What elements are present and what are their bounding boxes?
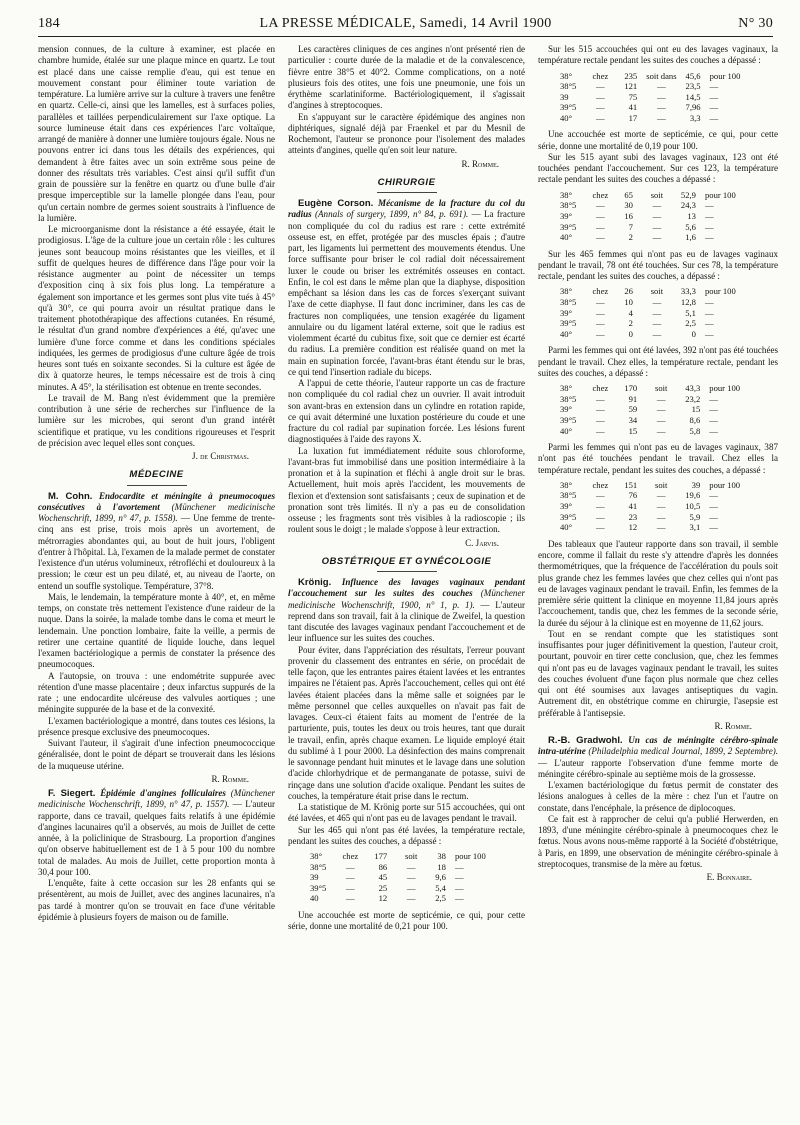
table-row: [306, 862, 491, 873]
table-cell: 0: [691, 328, 696, 339]
table-cell: soit: [650, 286, 664, 297]
table-row: [556, 318, 741, 329]
table-cell: —: [709, 102, 719, 113]
table-cell: soit: [655, 383, 668, 394]
paragraph: — L'auteur rapporte l'observation d'une femme morte de méningite cérébro-spinale au septième mois de la grossesse.: [538, 757, 778, 779]
paragraph: — L'auteur rapporte, dans ce travail, quelques faits relatifs à une épidémie d'angines lacunaires qu'il a observés, au mois de Juillet de cette année, à la policlinique de Strasbourg. La proportion d'angines qu'on observe habituellement est de 1 à 5 pour 100 du nombre total de malades. Au mois de Juillet, cette proportion monta à 30,4 pour 100.: [38, 799, 275, 877]
table-cell: 39: [560, 91, 569, 102]
table-cell: 38°: [560, 70, 573, 81]
table-cell: 39°5: [560, 318, 577, 329]
table-cell: pour 100: [704, 286, 736, 297]
table-cell: 40°: [560, 328, 573, 339]
table-cell: 24,3: [680, 200, 696, 211]
article-author: R.-B. Gradwohl.: [548, 735, 623, 747]
table-cell: soit: [405, 851, 418, 861]
table-row: [556, 383, 745, 394]
table-cell: —: [596, 112, 605, 123]
table-cell: 0: [628, 328, 633, 339]
table-row: [556, 404, 745, 415]
table-cell: 19,6: [685, 490, 701, 501]
article-title: Épidémie d'angines folliculaires: [100, 788, 226, 798]
paragraph: — L'auteur reprend dans son travail, fait à la clinique de Zweifel, la question tant discutée des lavages vaginaux pendant l'accouchement et de leur influence sur les suites des couches.: [288, 599, 525, 644]
article-reference: (Münchener medicinische Wochenschrift, 1899, n° 47, p. 1557).: [38, 788, 275, 810]
table-cell: chez: [592, 479, 609, 490]
table-row: [556, 222, 741, 233]
table-cell: 2: [628, 318, 633, 329]
paragraph: A l'appui de cette théorie, l'auteur rapporte un cas de fracture non compliquée du col radial chez un ouvrier. Il avait introduit son avant-bras en extension dans un cylindre en rotation rapide, ce qui avait déterminé une luxation postérieure du coude et une fracture du col radial par supination forcée. Les lésions furent diagnostiquées à l'aide des rayons X.: [288, 378, 525, 445]
table-cell: —: [657, 81, 666, 92]
table-cell: —: [657, 102, 666, 113]
table-cell: —: [709, 393, 718, 404]
table-cell: 38°5: [560, 393, 577, 404]
table-cell: —: [454, 882, 464, 893]
table-cell: 18: [437, 861, 446, 872]
table-cell: —: [596, 318, 605, 329]
section-heading-obstetrique: OBSTÉTRIQUE ET GYNÉCOLOGIE: [288, 556, 525, 572]
table-cell: —: [596, 307, 605, 318]
table-row: [556, 297, 741, 308]
table-row: [556, 308, 741, 319]
table-cell: —: [652, 328, 662, 339]
table-cell: soit dans: [646, 70, 677, 81]
column-3: [538, 44, 778, 1116]
table-cell: —: [596, 328, 605, 339]
article-title: Un cas de méningite cérébro-spinale intra-utérine: [538, 735, 778, 757]
article-title: Mécanisme de la fracture du col du radius: [288, 198, 525, 220]
table-cell: —: [704, 307, 714, 318]
table-cell: 30: [624, 200, 633, 211]
table-cell: 177: [374, 851, 388, 861]
table-cell: 23,5: [685, 81, 701, 92]
article-siegert: [38, 788, 275, 878]
table-cell: —: [596, 91, 605, 102]
table-row: [556, 522, 745, 533]
signature: R. Romme.: [211, 773, 249, 784]
paragraph: Parmi les femmes qui n'ont pas eu de lavages vaginaux, 387 n'ont pas été touchées pendant le travail. Chez elles la température rectale, pendant les suites des couches, a dépassé :: [538, 442, 778, 475]
table-cell: —: [346, 882, 355, 893]
table-cell: 39°5: [560, 221, 577, 232]
table-row: [306, 872, 491, 883]
table-cell: 52,9: [680, 189, 696, 200]
temperature-table: [306, 851, 491, 904]
paragraph: L'examen bactériologique a montré, dans toutes ces lésions, la présence presque exclusive des pneumocoques.: [38, 715, 275, 737]
table-cell: —: [596, 393, 605, 404]
table-cell: chez: [342, 851, 359, 861]
table-cell: 12,8: [680, 297, 696, 308]
table-cell: 76: [628, 490, 638, 501]
table-row: [306, 851, 491, 862]
section-heading-medecine: MÉDECINE: [38, 469, 275, 485]
table-cell: —: [406, 872, 416, 883]
table-cell: —: [656, 511, 666, 522]
table-cell: —: [709, 511, 718, 522]
table-cell: —: [704, 200, 714, 211]
table-cell: —: [346, 861, 355, 872]
table-cell: —: [346, 893, 355, 904]
table-row: [556, 113, 745, 124]
table-cell: —: [709, 501, 718, 512]
table-cell: —: [596, 522, 605, 533]
table-row: [556, 81, 745, 92]
paragraph: En s'appuyant sur le caractère épidémique des angines non diphtériques, signalé déjà par Fraenkel et par du Mesnil de Rochemont, l'auteur se prononce pour l'isolement des malades atteints d'angines, quelle qu'en soit leur nature.: [288, 111, 525, 156]
article-reference: (Münchener medicinische Wochenschrift, 1899, n° 47, p. 1558).: [38, 501, 275, 523]
table-cell: 17: [628, 112, 638, 123]
table-row: [556, 71, 745, 82]
table-cell: —: [656, 393, 666, 404]
table-cell: —: [596, 221, 605, 232]
issue-number: N° 30: [738, 16, 773, 31]
table-cell: pour 100: [709, 70, 741, 81]
paragraph: Parmi les femmes qui ont été lavées, 392 n'ont pas été touchées pendant le travail. Chez elles, la température rectale, pendant les suites des couches, a dépassé :: [538, 345, 778, 378]
table-cell: —: [657, 112, 666, 123]
table-cell: —: [596, 404, 605, 415]
paragraph: Pour éviter, dans l'appréciation des résultats, l'erreur pouvant provenir du classement des entrantes en série, on procédait de telle façon, que les entrantes paires étaient lavées et les entrantes impaires ne l'étaient pas. Après l'accouchement, celles qui ont été lavées étaient placées dans la même salle et soignées par le même personnel que celles auxquelles on n'avait pas fait de lavages. Ceux-ci étaient faits au moment de l'entrée de la parturiente, puis, toutes les deux ou trois heures, tant que durait le travail, enfin, après chaque examen. Le liquide employé était du sublimé à 1 pour 2000. La désinfection des mains comprenait le savonnage pendant huit minutes et le lavage dans une solution d'acide chlorhydrique et de permanganate de potasse, suivi de rinçage dans une solution d'acide oxalique. Pendant les suites de couches, la température était prise dans le rectum.: [288, 644, 525, 801]
paragraph: Mais, le lendemain, la température monte à 40°, et, en même temps, on constate très nettement l'existence d'une raideur de la nuque. Dans la soirée, la malade tombe dans le coma et meurt le lendemain. Une ponction lombaire, faite la veille, a permis de retirer une certaine quantité de liquide louche, dans lequel l'examen bactériologique a permis de constater la présence des pneumocoques.: [38, 591, 275, 670]
table-row: [306, 883, 491, 894]
table-cell: —: [704, 232, 714, 243]
article-gradwohl: [538, 735, 778, 780]
column-1: [38, 44, 275, 1116]
table-cell: 15: [691, 404, 701, 415]
signature: E. Bonnaire.: [706, 872, 752, 883]
paragraph: Une accouchée est morte de septicémie, ce qui, pour cette série, donne une mortalité de 0,21 pour 100.: [288, 909, 525, 932]
paragraph: — La fracture non compliquée du col du radius est rare : cette extrémité osseuse est, en effet, protégée par des muscles épais ; d'autre part, les ligaments lui permettent des mouvements étendus. Une force suffisante pour briser le col radial doit nécessairement luxer le coude ou briser les extrémités osseuses en contact. Enfin, le col est dans le même plan que la diaphyse, disposition empêchant sa lésion dans les cas de forces s'exerçant suivant l'axe de cette diaphyse. Il faut donc incriminer, dans les cas de fractures non compliquées, une tension exagérée du ligament annulaire ou du ligament latéral externe, soit que le radius est violemment écarté du cubitus fixe, soit que ce dernier est écarté du radius. La première condition est réalisée quand on met la main en supination forcée, l'avant-bras étant étendu sur le bras, ce qui tend l'insertion radiale du biceps.: [288, 209, 525, 377]
table-cell: 40°: [560, 522, 573, 533]
signature: C. Jarvis.: [465, 537, 499, 548]
temperature-table: [556, 190, 741, 243]
paragraph: — Une femme de trente-cinq ans est prise, trois mois après un avortement, de métrorragies abondantes qui, au bout de huit jours, l'obligent d'entrer à l'hôpital. Là, l'examen de la malade permet de constater l'existence d'un utérus volumineux, rétrofléchi et douloureux à la pression; le cœur est un peu dilaté, et, au niveau de l'aorte, on entend un souffle systolique. Température, 37°8.: [38, 513, 275, 591]
paragraph: Le travail de M. Bang n'est évidemment que la première contribution à une série de recherches sur l'influence de la lumière sur les microbes, qui seront d'un grand intérêt scientifique et pratique, vu les conditions rigoureuses et l'esprit de précision avec lequel elles sont conçues.: [38, 392, 275, 448]
table-cell: 13: [687, 210, 696, 221]
table-cell: 25: [378, 882, 388, 893]
table-cell: 38°5: [310, 861, 327, 872]
table-row: [556, 426, 745, 437]
table-cell: 170: [624, 383, 638, 394]
page-number: 184: [38, 16, 60, 31]
article-title: Endocardite et méningite à pneumocoques consécutives à l'avortement: [38, 490, 275, 512]
table-cell: —: [656, 522, 666, 533]
signature: R. Romme.: [461, 158, 499, 169]
table-cell: —: [454, 872, 464, 883]
table-row: [556, 480, 745, 491]
table-cell: 3,3: [689, 112, 701, 123]
table-cell: pour 100: [454, 851, 486, 861]
table-cell: 38°5: [560, 200, 577, 211]
temperature-table: [556, 286, 741, 339]
table-row: [556, 501, 745, 512]
table-cell: —: [656, 414, 666, 425]
table-cell: 15: [628, 425, 638, 436]
table-cell: —: [596, 210, 605, 221]
table-cell: 5,6: [685, 221, 696, 232]
table-row: [556, 394, 745, 405]
table-cell: 41: [628, 501, 638, 512]
table-cell: chez: [592, 189, 609, 200]
table-cell: 39: [310, 872, 319, 883]
paragraph: Des tableaux que l'auteur rapporte dans son travail, il semble encore, comme il fallait du reste s'y attendre d'après les données thermométriques, que la fréquence de l'accélération du pouls soit plus grande chez les femmes lavées que chez celles qui n'ont pas eu de lavages vaginaux pendant le travail. Enfin, les femmes de la première série quittent la clinique en moyenne 11,84 jours après l'accouchement, tandis que, chez les femmes de la seconde série, la durée du séjour à la clinique est en moyenne de 11,62 jours.: [538, 538, 778, 628]
table-cell: 39°: [560, 501, 573, 512]
table-row: [556, 211, 741, 222]
table-cell: —: [704, 210, 714, 221]
article-corson: [288, 198, 525, 378]
table-row: [556, 490, 745, 501]
table-cell: 45,6: [685, 70, 701, 81]
table-cell: —: [652, 210, 662, 221]
paragraph: Sur les 465 femmes qui n'ont pas eu de lavages vaginaux pendant le travail, 78 ont été touchées. Sur ces 78, la température rectale, pendant les suites des couches, a dépassé :: [538, 248, 778, 282]
table-cell: 12: [378, 893, 388, 904]
table-cell: 39°: [560, 210, 573, 221]
table-cell: 26: [624, 286, 633, 297]
table-cell: 75: [628, 91, 638, 102]
table-cell: 10: [624, 297, 633, 308]
table-cell: —: [656, 501, 666, 512]
table-cell: 34: [628, 414, 638, 425]
table-cell: 38: [437, 851, 446, 861]
article-reference: (Philadelphia medical Journal, 1899, 2 Septembre).: [588, 746, 778, 757]
table-cell: 2,5: [435, 893, 446, 904]
table-cell: —: [596, 200, 605, 211]
table-cell: —: [406, 893, 416, 904]
table-cell: —: [709, 91, 719, 102]
table-cell: 65: [624, 189, 633, 200]
table-cell: 38°: [560, 383, 573, 394]
table-cell: —: [709, 112, 719, 123]
table-cell: pour 100: [704, 189, 736, 200]
article-reference: (Annals of surgery, 1899, n° 84, p. 691).: [315, 209, 469, 220]
table-cell: chez: [592, 286, 609, 297]
table-row: [556, 232, 741, 243]
table-cell: 38°: [310, 851, 323, 861]
table-cell: —: [596, 490, 605, 501]
temperature-table: [556, 480, 745, 533]
article-author: M. Cohn.: [48, 490, 93, 502]
table-cell: 5,4: [435, 882, 446, 893]
table-cell: —: [709, 425, 718, 436]
table-cell: 1,6: [685, 232, 696, 243]
paragraph: A l'autopsie, on trouva : une endométrite suppurée avec rétention d'une masse placentaire ; deux infarctus suppurés de la rate ; une endocardite ulcéreuse des valvules aortiques ; une méningite suppurée de la base et de la convexité.: [38, 670, 275, 715]
table-cell: —: [656, 490, 666, 501]
temperature-table: [556, 71, 745, 124]
signature: R. Romme.: [714, 720, 752, 731]
table-cell: 39°5: [310, 882, 327, 893]
table-cell: —: [652, 307, 662, 318]
article-title: Influence des lavages vaginaux pendant l'accouchement sur les suites des couches: [288, 577, 525, 599]
table-cell: 5,9: [689, 511, 701, 522]
table-cell: —: [346, 872, 355, 883]
table-cell: —: [596, 511, 605, 522]
table-cell: 33,3: [680, 286, 696, 297]
paragraph: Sur les 515 accouchées qui ont eu des lavages vaginaux, la température rectale pendant les suites des couches a dépassé :: [538, 44, 778, 66]
section-heading-chirurgie: CHIRURGIE: [288, 177, 525, 193]
paragraph: Sur les 465 qui n'ont pas été lavées, la température rectale, pendant les suites des couches, a dépassé :: [288, 824, 525, 846]
table-row: [556, 512, 745, 523]
article-author: F. Siegert.: [48, 788, 96, 799]
table-cell: 39°5: [560, 414, 577, 425]
table-cell: 23: [628, 511, 638, 522]
table-cell: —: [652, 297, 662, 308]
table-row: [556, 200, 741, 211]
paragraph: Tout en se rendant compte que les statistiques sont insuffisantes pour juger définitivement la question, l'auteur croit, pourtant, pouvoir en tirer cette conclusion, que, chez les femmes qui n'ont pas eu de lavages vaginaux pendant le travail, les suites des couches évoluent d'une façon plus normale que chez celles qui ont été soumises aux lavages antiseptiques du vagin. Autrement dit, en obstétrique comme en chirurgie, l'asepsie est préférable à l'antisepsie.: [538, 628, 778, 718]
table-cell: 39°5: [560, 102, 577, 113]
table-cell: 5,8: [689, 425, 701, 436]
table-cell: 2,5: [685, 318, 696, 329]
paragraph: Suivant l'auteur, il s'agirait d'une infection pneumococcique généralisée, dont le point de départ se trouverait dans les lésions de la muqueuse utérine.: [38, 738, 275, 771]
table-row: [556, 329, 741, 340]
signature: J. de Christmas.: [192, 451, 249, 461]
table-cell: —: [704, 318, 714, 329]
paragraph: Ce fait est à rapprocher de celui qu'a publié Herwerden, en 1893, d'une méningite cérébro-spinale à pneumocoques chez le fœtus. Nous avons nous-même rapporté à la Société d'obstétrique, à Paris, en 1899, une observation de méningite cérébro-spinale à streptocoques, transmise de la mère au fœtus.: [538, 813, 778, 869]
table-cell: 40: [310, 893, 319, 904]
table-cell: —: [454, 893, 464, 904]
table-cell: pour 100: [709, 383, 741, 394]
table-cell: —: [596, 501, 605, 512]
table-cell: soit: [650, 189, 664, 200]
table-cell: 23,2: [685, 393, 701, 404]
table-cell: —: [704, 297, 714, 308]
table-cell: —: [709, 522, 718, 533]
table-cell: 5,1: [685, 307, 696, 318]
table-cell: —: [406, 861, 416, 872]
temperature-table: [556, 383, 745, 436]
table-cell: —: [709, 81, 719, 92]
paragraph: L'examen bactériologique du fœtus permit de constater des lésions analogues à celles de la mère : chez l'un et l'autre on constate, dans l'encéphale, la présence de diplocoques.: [538, 780, 778, 813]
table-cell: 10,5: [685, 501, 701, 512]
table-cell: 4: [628, 307, 633, 318]
table-cell: —: [596, 102, 605, 113]
table-cell: —: [656, 404, 666, 415]
table-row: [556, 102, 745, 113]
column-2: [288, 44, 525, 1116]
table-cell: 7,96: [685, 102, 701, 113]
table-cell: —: [596, 414, 605, 425]
table-cell: 39°5: [560, 511, 577, 522]
table-cell: 45: [378, 872, 388, 883]
table-row: [556, 286, 741, 297]
table-cell: —: [704, 328, 714, 339]
table-cell: —: [596, 232, 605, 243]
table-cell: —: [656, 425, 666, 436]
table-cell: 40°: [560, 112, 573, 123]
table-cell: —: [652, 221, 662, 232]
table-cell: —: [709, 404, 718, 415]
paragraph: La statistique de M. Krönig porte sur 515 accouchées, qui ont été lavées, et 465 qui n'ont pas eu de lavages pendant le travail.: [288, 802, 525, 824]
table-cell: 38°5: [560, 81, 577, 92]
table-cell: 86: [378, 861, 388, 872]
paragraph: Les caractères cliniques de ces angines n'ont présenté rien de particulier : courte durée de la maladie et de la convalescence, fièvre entre 38°5 et 40°2. Comme complications, on a noté plusieurs fois des otites, une fois une pneumonie, une fois un érythème scarlatiniforme. Bactériologiquement, il s'agissait d'angines à streptocoques.: [288, 44, 525, 111]
table-cell: —: [652, 232, 662, 243]
table-cell: 7: [628, 221, 633, 232]
table-row: [556, 190, 741, 201]
table-cell: 39: [691, 479, 701, 490]
paragraph: Une accouchée est morte de septicémie, ce qui, pour cette série, donne une mortalité de 0,19 pour 100.: [538, 129, 778, 151]
table-cell: chez: [592, 383, 609, 394]
article-kronig: [288, 577, 525, 645]
table-cell: 2: [628, 232, 633, 243]
table-row: [306, 893, 491, 904]
table-cell: 3,1: [689, 522, 701, 533]
paragraph: L'enquête, faite à cette occasion sur les 28 enfants qui se présentèrent, au mois de Juillet, avec des angines lacunaires, n'a pas tardé à montrer qu'on se trouvait en face d'une véritable épidémie à plusieurs foyers de maison ou de famille.: [38, 878, 275, 922]
table-cell: —: [709, 414, 718, 425]
table-cell: 38°5: [560, 297, 577, 308]
article-cohn: [38, 491, 275, 592]
journal-title: LA PRESSE MÉDICALE, Samedi, 14 Avril 1900: [259, 16, 552, 31]
table-cell: —: [657, 91, 666, 102]
table-cell: —: [596, 425, 605, 436]
table-cell: 40°: [560, 425, 573, 436]
paragraph: La luxation fut immédiatement réduite sous chloroforme, l'avant-bras fut immobilisé dans une position intermédiaire à la pronation et à la supination et fléchi à angle droit sur le bras. Actuellement, huit mois après l'accident, les mouvements de flexion et d'extension sont satisfaisants ; ceux de supination et de pronation sont très limités. Il n'y a pas eu de consolidation osseuse ; les fragments sont très visibles à la radioscopie ; ils roulent sous le doigt ; le malade s'oppose à leur extraction.: [288, 445, 525, 535]
table-cell: 12: [628, 522, 638, 533]
table-cell: 14,5: [685, 91, 701, 102]
paragraph: mension connues, de la culture à examiner, est placée en chambre humide, étalée sur une plaque mince en quartz. Le tout est placé dans une caisse remplie d'eau, qui est tenue en mouvement constant pour éliminer toute variation de température. La lumière arrive sur la culture à travers une fenêtre en quartz. Celle-ci, ainsi que les lamelles, est à surfaces polies, parallèles et taillées perpendiculairement sur l'axe optique. La source lumineuse était dans ces expériences l'arc voltaïque, arrangé de manière à donner une lumière toujours égale. Nous ne pouvons entrer ici dans tous les détails des expériences, qui demandent à être faites avec un soin extrême sous peine de donner des résultats très variables. C'est ainsi qu'il suffit d'un grain de poussière sur la fenêtre en quartz ou d'une bulle d'air presque imperceptible sur la lamelle plongée dans l'eau, pour qu'un certain nombre de germes soient soustraits à l'influence de la lumière.: [38, 44, 275, 223]
table-cell: —: [652, 318, 662, 329]
table-cell: 41: [628, 102, 638, 113]
article-author: Krönig.: [298, 577, 332, 588]
paragraph: Sur les 515 ayant subi des lavages vaginaux, 123 ont été touchées pendant l'accouchement. Sur ces 123, la température rectale pendant les suites des couches a dépassé :: [538, 151, 778, 185]
table-cell: —: [652, 200, 662, 211]
table-cell: pour 100: [709, 479, 741, 490]
table-cell: chez: [592, 70, 609, 81]
table-cell: 43,3: [685, 383, 701, 394]
table-cell: 38°5: [560, 490, 577, 501]
table-cell: —: [596, 81, 605, 92]
table-cell: 235: [624, 70, 638, 81]
table-row: [556, 415, 745, 426]
table-cell: 40°: [560, 232, 573, 243]
table-cell: 59: [628, 404, 638, 415]
article-reference: (Münchener medicinische Wochenschrift, 1900, n° 1, p. 1).: [288, 588, 525, 610]
article-author: Eugène Corson.: [298, 198, 374, 209]
table-cell: —: [454, 861, 464, 872]
table-cell: —: [406, 882, 416, 893]
table-cell: 151: [624, 479, 638, 490]
page-header: [38, 14, 773, 37]
table-cell: 38°: [560, 286, 573, 297]
table-cell: 16: [624, 210, 633, 221]
table-cell: —: [709, 490, 718, 501]
table-cell: —: [704, 221, 714, 232]
table-cell: soit: [655, 479, 668, 490]
table-cell: —: [596, 297, 605, 308]
table-cell: 38°: [560, 479, 573, 490]
table-row: [556, 92, 745, 103]
table-cell: 9,6: [435, 872, 446, 883]
table-cell: 121: [624, 81, 638, 92]
table-cell: 39°: [560, 404, 573, 415]
table-cell: 39°: [560, 307, 573, 318]
table-cell: 38°: [560, 189, 573, 200]
paragraph: Le microorganisme dont la résistance a été essayée, était le prodigiosus. L'âge de la culture joue un certain rôle : les cultures jeunes sont beaucoup moins résistantes que les vieilles, et il suffit de quelques heures de différence dans l'âge pour voir la résistance augmenter au point de nécessiter un temps d'exposition cinq à six fois plus long. La température a également son importance et les germes sont plus vite tués à 45° qu'à 30°, ce qui pourra avoir un résultat pratique dans le traitement photothérapique des affections cutanées. En résumé, le résultat d'un grand nombre d'expériences a été, qu'avec une lumière d'une force comme et dans les conditions spéciales indiquées, les germes de prodigiosus d'une culture âgée de trois heures sont tués en soixante secondes. Si la culture est âgée de dix à quatorze heures, le temps nécessaire est de trois à cinq minutes. A 45°, la stérilisation est obtenue en trente secondes.: [38, 224, 275, 392]
table-cell: 91: [628, 393, 638, 404]
table-cell: 8,6: [689, 414, 701, 425]
